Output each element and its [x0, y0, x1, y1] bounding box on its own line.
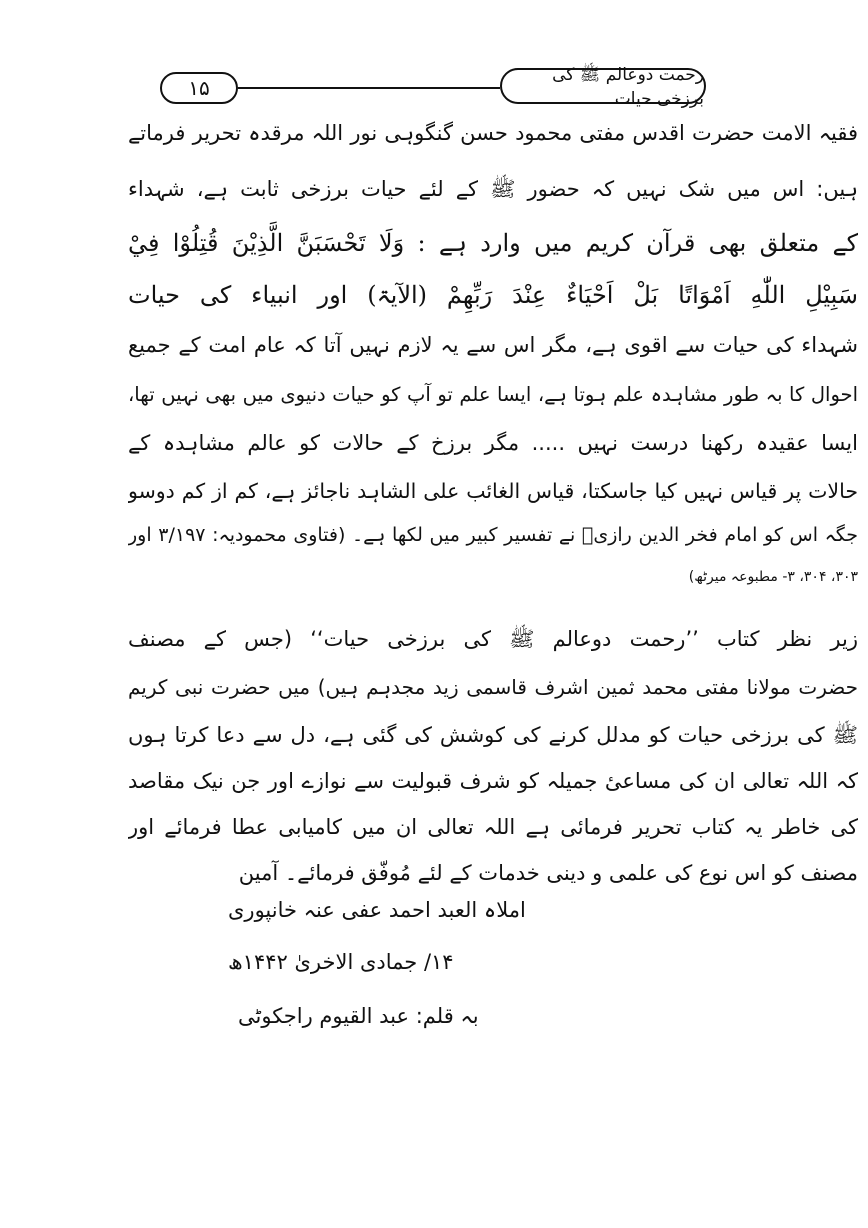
text-line: زیر نظر کتاب ’’رحمت دوعالم ﷺ کی برزخی حیات‘‘ (جس کے مصنف: [128, 627, 858, 651]
text-line: مصنف کو اس نوع کی علمی و دینی خدمات کے لئے مُوفّق فرمائے۔ آمین: [238, 861, 858, 885]
text-line: شہداء کی حیات سے اقوی ہے، مگر اس سے یہ لازم نہیں آتا کہ عام امت کے جمیع: [128, 333, 858, 357]
text-line: جگہ اس کو امام فخر الدین رازیؒ نے تفسیر کبیر میں لکھا ہے۔ (فتاوی محمودیہ: ۳/۱۹۷ اور: [128, 524, 858, 546]
header-rule: [238, 87, 500, 89]
running-title: رحمت دوعالم ﷺ کی برزخی حیات: [500, 68, 706, 104]
text-line-quran: سَبِيْلِ اللّٰهِ اَمْوَاتًا بَلْ اَحْيَاءٌ عِنْدَ رَبِّهِمْ (الآیۃ) اور انبیاء کی حیات: [128, 281, 858, 309]
citation-line: ۳۰۳، ۳۰۴، ۳- مطبوعہ میرٹھ): [688, 569, 858, 585]
text-line: ایسا عقیدہ رکھنا درست نہیں ..... مگر برزخ کے حالات کو عالم مشاہدہ کے: [128, 431, 858, 455]
text-line: ﷺ کی برزخی حیات کو مدلل کرنے کی کوشش کی گئی ہے، دل سے دعا کرتا ہوں: [128, 723, 858, 747]
text-line: ہیں: اس میں شک نہیں کہ حضور ﷺ کے لئے حیات برزخی ثابت ہے، شہداء: [128, 177, 858, 201]
text-line: فقیہ الامت حضرت اقدس مفتی محمود حسن گنگوہی نور اللہ مرقدہ تحریر فرماتے: [128, 121, 858, 145]
text-line: کہ اللہ تعالی ان کی مساعیٔ جمیلہ کو شرف قبولیت سے نوازے اور جن نیک مقاصد: [128, 769, 858, 793]
page-number: ۱۵: [160, 72, 238, 104]
signature-date: ۱۴/ جمادی الاخریٰ ۱۴۴۲ھ: [228, 950, 454, 974]
text-line: کی خاطر یہ کتاب تحریر فرمائی ہے اللہ تعالی ان میں کامیابی عطا فرمائے اور: [128, 815, 858, 839]
text-line: حالات پر قیاس نہیں کیا جاسکتا، قیاس الغائب علی الشاہد ناجائز ہے، کم از کم دوسو: [128, 479, 858, 503]
signature-dictated-by: املاہ العبد احمد عفی عنہ خانپوری: [228, 898, 526, 922]
text-line: احوال کا بہ طور مشاہدہ علم ہوتا ہے، ایسا علم تو آپ کو حیات دنیوی میں بھی نہیں تھا،: [128, 383, 858, 406]
text-line: حضرت مولانا مفتی محمد ثمین اشرف قاسمی زید مجدہم ہیں) میں حضرت نبی کریم: [128, 675, 858, 699]
text-line-quran: کے متعلق بھی قرآن کریم میں وارد ہے : وَلَا تَحْسَبَنَّ الَّذِيْنَ قُتِلُوْا فِيْ: [128, 229, 858, 257]
signature-written-by: بہ قلم: عبد القیوم راجکوٹی: [238, 1004, 479, 1028]
